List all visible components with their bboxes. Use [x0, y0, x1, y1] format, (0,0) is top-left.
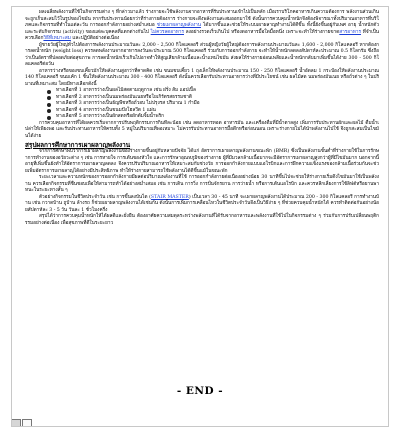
- document-body: [12, 7, 388, 227]
- page-tab[interactable]: [11, 419, 21, 427]
- list-item: ทางเลือกที่ 4 อาหารว่างเป็นขนมปังโฮลวีต 1 แผ่น: [47, 108, 379, 115]
- document-page: [11, 6, 389, 427]
- paragraph-intro: ผลเฉลี่ยพลังงานที่ใช้ในกิจกรรมต่าง ๆ ที่กล่าวมาแล้ว ร่างกายจะใช้พลังงานจากอาหารที่รับประทานเข้าไปเป็นหลัก เมื่อเราบริโภคอาหารเกินความต้องการ พลังงานส่วนเกินจะถูกเก็บสะสมไว้ในรูปของไขมัน หากรับประทานน้อยกว่าที่ร่างกายต้องการ ร่างกายจะดึงพลังงานสะสมออกมาใช้ ดังนั้นการควบคุมน้ำหนักจึงต้องพิจารณาทั้งปริมาณอาหารที่บริโภคและกิจกรรมที่ทำในแต่ละวัน การออกกำลังกายอย่างสม่ำเสมอ ช่วยเผาผลาญพลังงาน ได้มากขึ้นและช่วยให้ระบบเผาผลาญทำงานได้ดีขึ้น ทั้งนี้ยังขึ้นอยู่กับเพศ อายุ น้ำหนักตัว และระดับกิจกรรม (activity) ของแต่ละบุคคลที่แตกต่างกันไป ไม่ควรลดอาหาร ลงอย่างรวดเร็วเกินไป หรืองดอาหารมื้อใดมื้อหนึ่ง เพราะจะทำให้ร่างกายขาดสารอาหาร ที่จำเป็น ควรเลือกวิธีที่เหมาะสม และปฏิบัติอย่างต่อเนื่อง: [25, 10, 379, 41]
- paragraph-exercise: ระยะเวลาและความหนักของการออกกำลังกายมีผลต่อปริมาณพลังงานที่ใช้ การออกกำลังกายต่อเนื่องอย่างน้อย 30 นาทีขึ้นไปจะช่วยให้ร่างกายเริ่มดึงไขมันมาใช้เป็นพลังงาน ควรเลือกกิจกรรมที่ชื่นชอบเพื่อให้สามารถทำได้อย่างสม่ำเสมอ เช่น การเดิน การวิ่ง การปั่นจักรยาน การว่ายน้ำ หรือการเต้นแอโรบิก และควรหลีกเลี่ยงการใช้ลิฟต์หรือยานพาหนะในระยะทางสั้น ๆ: [25, 175, 379, 193]
- page-tabs: [11, 419, 33, 427]
- list-item: ทางเลือกที่ 2 อาหารว่างเป็นนมพร่องมันเนยหรือโยเกิร์ตรสธรรมชาติ: [47, 95, 379, 102]
- inline-link[interactable]: สารอาหาร: [339, 29, 361, 35]
- section-heading: สรุปผลการศึกษาการเผาผลาญพลังงาน: [25, 141, 131, 149]
- list-item: ทางเลือกที่ 3 อาหารว่างเป็นธัญพืชหรือถั่วอบ ไม่ปรุงรส ปริมาณ 1 กำมือ: [47, 101, 379, 108]
- inline-link[interactable]: วิธีที่เหมาะสม: [43, 36, 71, 41]
- paragraph-energy-needs: ผู้ชายวัยผู้ใหญ่ทั่วไปต้องการพลังงานประมาณวันละ 2,000 - 2,500 กิโลแคลอรี ส่วนผู้หญิงวัยผู้ใหญ่ต้องการพลังงานประมาณวันละ 1,600 - 2,000 กิโลแคลอรี หากต้องการลดน้ำหนัก (weight loss) ควรลดพลังงานจากอาหารลงวันละประมาณ 500 กิโลแคลอรี ร่วมกับการออกกำลังกาย จะทำให้น้ำหนักลดลงสัปดาห์ละประมาณ 0.5 กิโลกรัม ซึ่งถือว่าเป็นอัตราที่ปลอดภัยต่อสุขภาพ การลดน้ำหนักเร็วเกินไปอาจทำให้สูญเสียกล้ามเนื้อและน้ำแทนไขมัน ส่งผลให้ร่างกายอ่อนเพลียและน้ำหนักกลับมาเพิ่มขึ้นได้ง่าย 300 - 500 กิโลแคลอรีต่อวัน: [25, 42, 379, 67]
- paragraph-snacks: อาหารว่างหรือของขบเคี้ยวมักให้พลังงานสูงกว่าที่คาดคิด เช่น ขนมขบเคี้ยว 1 ถุงเล็กให้พลังงานประมาณ 150 - 250 กิโลแคลอรี น้ำอัดลม 1 กระป๋องให้พลังงานประมาณ 140 กิโลแคลอรี ขนมเค้ก 1 ชิ้นให้พลังงานประมาณ 300 - 400 กิโลแคลอรี ดังนั้นควรเลือกรับประทานอาหารว่างที่มีประโยชน์ เช่น ผลไม้สด นมพร่องมันเนย หรือถั่วต่าง ๆ ในปริมาณที่เหมาะสม โดยมีทางเลือกดังนี้: [25, 68, 379, 87]
- paragraph-summary: สรุปได้ว่าการควบคุมน้ำหนักให้ได้ผลดีและยั่งยืน ต้องอาศัยความสมดุลระหว่างพลังงานที่ได้รับจากอาหารและพลังงานที่ใช้ไปในกิจกรรมต่าง ๆ ร่วมกับการปรับเปลี่ยนพฤติกรรมอย่างต่อเนื่อง เพื่อสุขภาพที่ดีในระยะยาว: [25, 214, 379, 226]
- list-item: ทางเลือกที่ 1 อาหารว่างเป็นผลไม้สดตามฤดูกาล เช่น ฝรั่ง ส้ม แอปเปิ้ล: [47, 88, 379, 95]
- page-tab[interactable]: [22, 419, 32, 427]
- paragraph-behavior: การควบคุมอาหารที่ได้ผลควรเริ่มจากการปรับพฤติกรรมการกินทีละน้อย เช่น ลดอาหารทอด อาหารมัน และเครื่องดื่มที่มีน้ำตาลสูง เพิ่มการรับประทานผักและผลไม้ ดื่มน้ำเปล่าให้เพียงพอ และรับประทานอาหารให้ครบทั้ง 5 หมู่ในปริมาณที่พอเหมาะ ไม่ควรรับประทานอาหารมื้อดึกหรือก่อนนอน เพราะร่างกายไม่ได้นำพลังงานไปใช้ จึงถูกสะสมเป็นไขมันได้ง่าย: [25, 120, 379, 139]
- stair-master-link[interactable]: STAIR MASTER: [150, 194, 189, 200]
- list-item: ทางเลือกที่ 5 อาหารว่างเป็นผักสดหรือผักต้มจิ้มน้ำพริก: [47, 114, 379, 121]
- paragraph-stairs: ตัวอย่างกิจกรรมในชีวิตประจำวัน เช่น การขึ้นลงบันได (STAIR MASTER) เป็นเวลา 30 - 45 นาที จะเผาผลาญพลังงานได้ประมาณ 200 - 300 กิโลแคลอรี การทำงานบ้าน เช่น กวาดบ้าน ถูบ้าน ล้างรถ ก็ช่วยเผาผลาญพลังงานได้เช่นกัน ดังนั้นการเพิ่มการเคลื่อนไหวในชีวิตประจำวันจึงเป็นวิธีง่าย ๆ ที่ช่วยควบคุมน้ำหนักได้ ควรทำติดต่อกันอย่างน้อยสัปดาห์ละ 3 - 5 วัน วันละ 1 ชั่วโมงครึ่ง: [25, 194, 379, 213]
- snack-options-list: [25, 88, 379, 121]
- paragraph-metabolism: จากการศึกษาพบว่าการเผาผลาญพลังงานของร่างกายขึ้นอยู่กับหลายปัจจัย ได้แก่ อัตราการเผาผลาญพลังงานขณะพัก (BMR) ซึ่งเป็นพลังงานขั้นต่ำที่ร่างกายใช้ในการรักษาการทำงานของอวัยวะต่าง ๆ เช่น การหายใจ การเต้นของหัวใจ และการรักษาอุณหภูมิของร่างกาย ผู้ที่มีมวลกล้ามเนื้อมากจะมีอัตราการเผาผลาญสูงกว่าผู้ที่มีไขมันมาก นอกจากนี้อายุที่เพิ่มขึ้นยังทำให้อัตราการเผาผลาญลดลง จึงควรปรับปริมาณอาหารให้เหมาะสมกับช่วงวัย การออกกำลังกายแบบแอโรบิกและการฝึกความแข็งแรงของกล้ามเนื้อร่วมกันจะช่วยเพิ่มอัตราการเผาผลาญได้อย่างมีประสิทธิภาพ ทำให้ร่างกายสามารถใช้พลังงานได้ดีขึ้นแม้ในขณะพัก: [25, 149, 379, 174]
- end-marker: - END -: [176, 385, 224, 397]
- inline-link[interactable]: ช่วยเผาผลาญพลังงาน: [156, 23, 201, 28]
- inline-link[interactable]: ไม่ควรลดอาหาร: [150, 29, 184, 35]
